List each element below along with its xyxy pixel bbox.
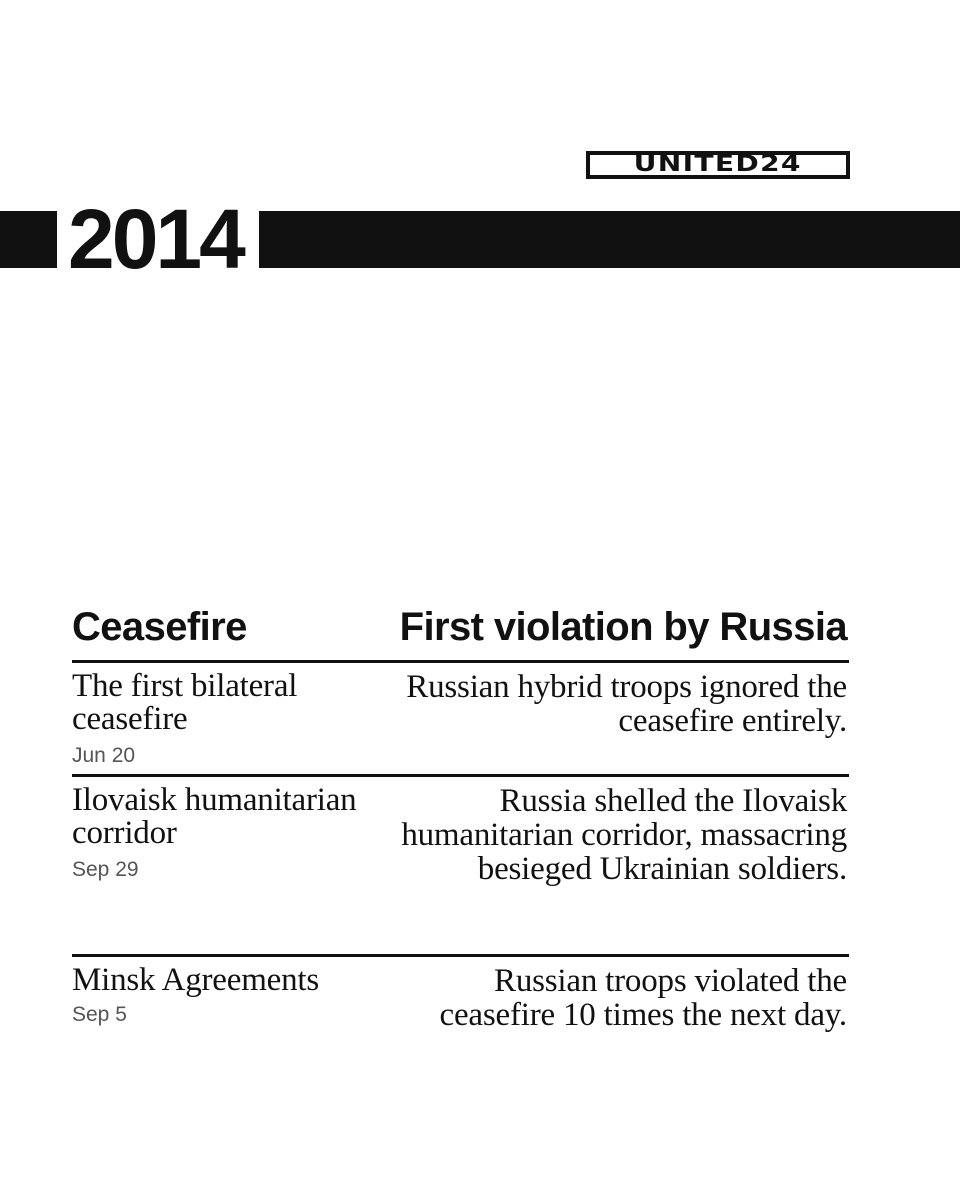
violation-column-header: First violation by Russia (399, 605, 847, 649)
ceasefire-title: The first bilateral ceasefire (72, 668, 298, 737)
row-divider (72, 954, 849, 957)
year-bar-left (0, 211, 57, 268)
violation-description: Russian hybrid troops ignored the ceasefire entirely. (406, 669, 847, 739)
ceasefire-date: Sep 29 (72, 858, 139, 881)
ceasefire-date: Sep 5 (72, 1003, 127, 1026)
logo-text: UNITED24 (633, 152, 803, 177)
row-divider (72, 774, 849, 777)
united24-logo (586, 151, 850, 179)
ceasefire-title: Ilovaisk humanitarian corridor (72, 782, 357, 851)
violation-description: Russia shelled the Ilovaisk humanitarian corridor, massacring besieged Ukrainian soldiers. (401, 783, 847, 887)
row-divider (72, 660, 849, 663)
ceasefire-title: Minsk Agreements (72, 962, 320, 998)
ceasefire-column-header: Ceasefire (72, 605, 247, 649)
violation-description: Russian troops violated the ceasefire 10 times the next day. (439, 963, 847, 1033)
year-heading: 2014 (68, 192, 243, 286)
ceasefire-date: Jun 20 (72, 744, 136, 767)
year-bar-right (259, 211, 960, 268)
